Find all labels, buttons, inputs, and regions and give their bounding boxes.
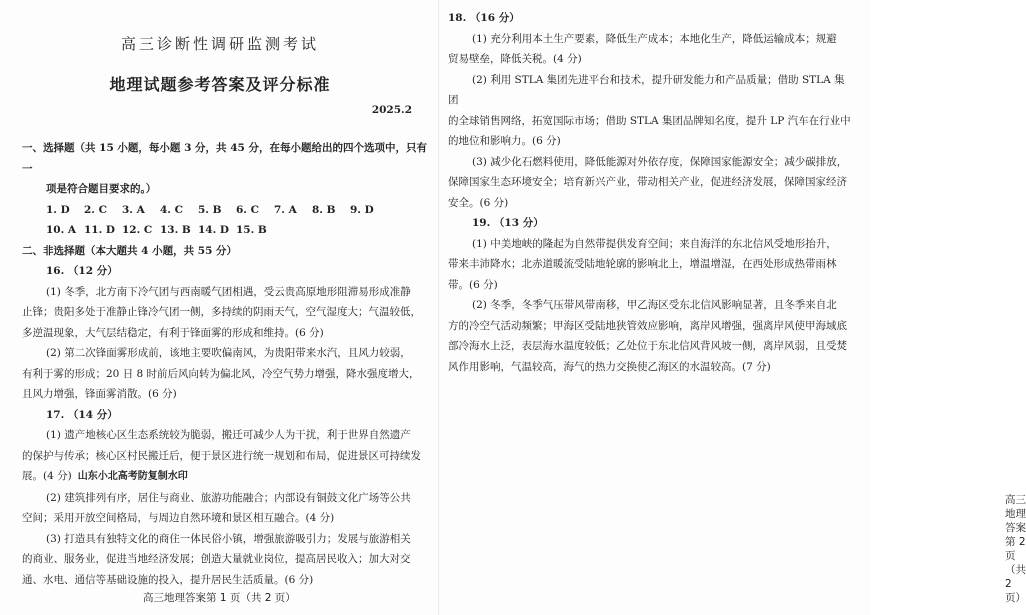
q16-part2-line1: (2) 第二次锋面雾形成前，该地主要吹偏南风，为贵阳带来水汽，且风力较弱， — [46, 347, 411, 359]
q19-part1-line3: 带。(6 分) — [448, 278, 498, 291]
q16-part1-line3: 多逆温现象，大气层结稳定，有利于锋面雾的形成和维持。(6 分) — [22, 326, 324, 339]
page-1-footer: 高三地理答案第 1 页（共 2 页） — [143, 592, 296, 604]
answer-3: 3. A — [122, 203, 145, 216]
page-2 — [440, 0, 1026, 615]
q18-part2-line1: (2) 利用 STLA 集团先进平台和技术，提升研发能力和产品质量；借助 STLA 集团 — [448, 73, 845, 106]
q19-part2-line1: (2) 冬季，冬季气压带风带南移，甲乙海区受东北信风影响显著，且冬季来自北 — [472, 299, 837, 311]
q16-part1-line2: 止锋；贵阳多处于准静止锋冷气团一侧，多持续的阴雨天气，空气湿度大；气温较低， — [22, 306, 421, 318]
answer-15: 15. B — [236, 224, 267, 236]
q17-part3-line1: (3) 打造具有独特文化的商住一体民俗小镇，增强旅游吸引力；发展与旅游相关 — [46, 532, 411, 545]
q19-part1-line2: 带来丰沛降水；北赤道暖流受陆地轮廓的影响北上，增温增湿，在西处形成热带雨林 — [448, 258, 837, 270]
q19-part2-line2: 方的冷空气活动频繁；甲海区受陆地狭管效应影响，离岸风增强，强离岸风使甲海域底 — [448, 319, 847, 332]
q17-part3-line2: 的商业、服务业，促进当地经济发展；创造大量就业岗位，提高居民收入；加大对交 — [22, 553, 411, 565]
page-1-body — [22, 138, 432, 590]
exam-title: 高三诊断性调研监测考试 — [120, 35, 319, 53]
answer-row-2 — [22, 220, 432, 241]
q18-part3-line2: 保障国家生态环境安全；培育新兴产业，带动相关产业，促进经济发展，保障国家经济 — [448, 176, 847, 188]
answer-9: 9. D — [350, 203, 374, 216]
q17-part1-line1: (1) 遗产地核心区生态系统较为脆弱，搬迁可减少人为干扰，利于世界自然遗产 — [46, 429, 411, 441]
q18-part2-line3: 的地位和影响力。(6 分) — [448, 135, 561, 147]
q19-part1-line1: (1) 中美地峡的隆起为自然带提供发育空间；来自海洋的东北信风受地形抬升， — [472, 237, 837, 250]
answer-2: 2. C — [84, 203, 107, 216]
section-2-heading: 二、非选择题（本大题共 4 小题，共 55 分） — [22, 244, 238, 257]
answer-4: 4. C — [160, 203, 183, 216]
answer-row-1 — [22, 200, 432, 221]
q16-part1-line1: (1) 冬季，北方南下冷气团与西南暖气团相遇，受云贵高原地形阻滞易形成准静 — [46, 285, 411, 298]
page-1 — [0, 0, 440, 615]
page-2-body — [448, 8, 853, 377]
answer-14: 14. D — [198, 224, 230, 236]
question-19-heading: 19. （13 分） — [472, 217, 544, 229]
answer-11: 11. D — [84, 224, 116, 236]
question-18-heading: 18. （16 分） — [448, 12, 520, 24]
q17-part1-line3-text: 展。(4 分) — [22, 470, 72, 482]
section-1-heading-cont: 项是符合题目要求的。） — [46, 183, 157, 195]
question-16-heading: 16. （12 分） — [46, 265, 118, 277]
q17-part3-line3: 通、水电、通信等基础设施的投入，提升居民生活质量。(6 分) — [22, 573, 314, 586]
q17-part2-line2: 空间；采用开放空间格局，与周边自然环境和景区相互融合。(4 分) — [22, 512, 335, 524]
answer-7: 7. A — [274, 203, 297, 216]
q19-part2-line3: 部冷海水上泛，表层海水温度较低；乙处位于东北信风背风坡一侧，离岸风弱，且受焚 — [448, 340, 847, 352]
q18-part1-line2: 贸易壁垒，降低关税。(4 分) — [448, 53, 582, 65]
q17-part1-line2: 的保护与传承；核心区村民搬迁后，便于景区进行统一规划和布局，促进景区可持续发 — [22, 449, 421, 462]
q18-part2-line2: 的全球销售网络，拓宽国际市场；借助 STLA 集团品牌知名度，提升 LP 汽车在行业中 — [448, 114, 851, 127]
q18-part3-line1: (3) 减少化石燃料使用，降低能源对外依存度，保障国家能源安全；减少碳排放， — [472, 155, 848, 168]
section-1-heading: 一、选择题（共 15 小题，每小题 3 分，共 45 分，在每小题给出的四个选项中，只有一 — [22, 142, 427, 175]
question-17-heading: 17. （14 分） — [46, 408, 118, 421]
q17-part2-line1: (2) 建筑排列有序，居住与商业、旅游功能融合；内部设有铜鼓文化广场等公共 — [46, 491, 411, 504]
document-date: 2025.2 — [371, 104, 412, 116]
q16-part2-line2: 有利于雾的形成；20 日 8 时前后风向转为偏北风，冷空气势力增强，降水强度增大， — [22, 367, 420, 380]
document-title: 地理试题参考答案及评分标准 — [109, 75, 331, 94]
answer-5: 5. B — [198, 203, 222, 216]
watermark-text: 山东小北高考防复制水印 — [77, 471, 188, 482]
answer-1: 1. D — [46, 203, 70, 216]
q19-part2-line4: 风作用影响，气温较高，海气的热力交换使乙海区的水温较高。(7 分) — [448, 360, 771, 373]
answer-8: 8. B — [312, 203, 336, 216]
q18-part1-line1: (1) 充分利用本土生产要素，降低生产成本；本地化生产，降低运输成本；规避 — [472, 32, 837, 45]
answer-13: 13. B — [160, 224, 191, 236]
answer-6: 6. C — [236, 203, 259, 216]
q16-part2-line3: 且风力增强，锋面雾消散。(6 分) — [22, 388, 177, 400]
q18-part3-line3: 安全。(6 分) — [448, 196, 509, 209]
page-2-footer: 高三地理答案第 2 页（共 2 页） — [1005, 494, 1026, 604]
answer-10: 10. A — [46, 224, 77, 236]
q17-part1-line3 — [22, 466, 432, 488]
answer-12: 12. C — [122, 224, 153, 236]
